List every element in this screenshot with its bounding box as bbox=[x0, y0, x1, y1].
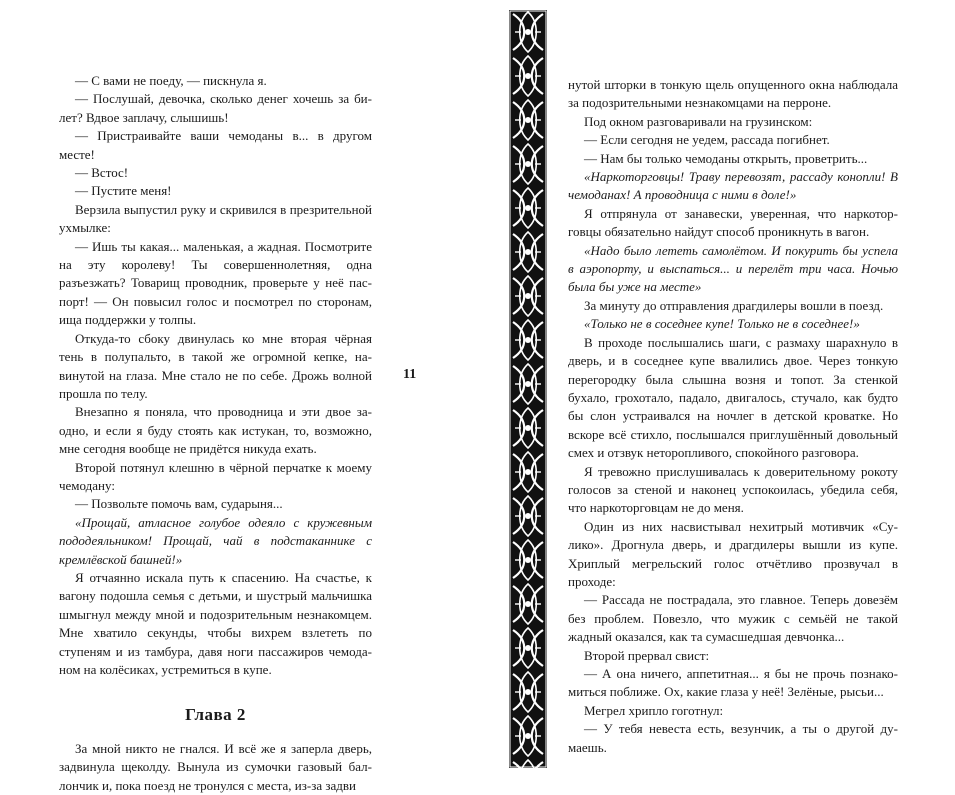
chapter-heading: Глава 2 bbox=[185, 705, 246, 725]
paragraph: Я отпрянула от занавески, уверенная, что наркоторговцы обязательно найдут способ проникнуть в вагон. bbox=[568, 205, 898, 240]
paragraph: В проходе послышались шаги, с размаху шарахнуло в дверь, и в соседнее купе ввалились двое. Через тонкую перегородку была слышна возня и топот. За стенкой бухало, грохотало, падало, двигалось, стучало, как будто бы слон устраивался на ночлег в детской кроватке. Но вскоре всё стихло, послышался приглушённый довольный смех и отзвук неторопливого, спокойного разговора. bbox=[568, 334, 898, 461]
paragraph: «Наркоторговцы! Траву перевозят, рассаду конопли! В чемоданах! А проводница с ними в доле!» bbox=[568, 169, 898, 203]
paragraph: — Позвольте помочь вам, сударыня... bbox=[75, 496, 283, 512]
paragraph: За мной никто не гнался. И всё же я заперла дверь, задвинула щеколду. Вынула из сумочки газовый баллончик и, пока поезд не тронулся с места, из-за задви bbox=[59, 740, 372, 793]
paragraph: Я тревожно прислушивалась к доверительному рокоту голосов за стеной и наконец успокоилась, убедила себя, что наркоторговцам не до меня. bbox=[568, 463, 898, 516]
paragraph: нутой шторки в тонкую щель опущенного окна наблюдала за подозрительными незнакомцами на перроне. bbox=[568, 77, 898, 111]
paragraph: Второй прервал свист: bbox=[584, 647, 710, 663]
paragraph: — Рассада не пострадала, это главное. Теперь довезём без проблем. Повезло, что мужик с семьёй не такой жадный оказался, как та сумасшедшая девчонка... bbox=[568, 592, 898, 645]
paragraph: — Ишь ты какая... маленькая, а жадная. Посмотрите на эту королеву! Ты совершеннолетняя, одна разъезжать? Товарищ проводник, проверьте у неё паспорт! — Он повысил голос и посмотрел по сторонам, ища поддержки у толпы. bbox=[59, 238, 372, 328]
paragraph: «Прощай, атласное голубое одеяло с кружевным пододеяльником! Прощай, чай в подстаканнике с кремлёвской башней!» bbox=[59, 514, 372, 567]
paragraph: — С вами не поеду, — пискнула я. bbox=[75, 73, 267, 88]
paragraph: Верзила выпустил руку и скривился в презрительной ухмылке: bbox=[59, 201, 372, 236]
paragraph: — Пустите меня! bbox=[75, 183, 172, 199]
paragraph: — А она ничего, аппетитная... я бы не прочь познакомиться поближе. Ох, какие глаза у неё! Зелёные, рысьи... bbox=[568, 666, 898, 700]
paragraph: — Встос! bbox=[75, 165, 129, 181]
paragraph: — Послушай, девочка, сколько денег хочешь за билет? Вдвое заплачу, слышишь! bbox=[59, 91, 372, 125]
paragraph: Второй потянул клешню в чёрной перчатке к моему чемодану: bbox=[59, 459, 372, 493]
paragraph: — Нам бы только чемоданы открыть, проветрить... bbox=[584, 150, 868, 166]
page-number: 11 bbox=[403, 367, 417, 382]
paragraph: — Если сегодня не уедем, рассада погибнет. bbox=[584, 132, 830, 148]
paragraph: За минуту до отправления драгдилеры вошли в поезд. bbox=[584, 297, 884, 313]
paragraph: «Надо было лететь самолётом. И покурить бы успела в аэропорту, и выспаться... и перелёт три часа. Ночью была бы уже на месте» bbox=[568, 242, 898, 295]
left-text-column bbox=[59, 72, 372, 795]
paragraph: Откуда-то сбоку двинулась ко мне вторая чёрная тень в полупальто, в такой же огромной кепке, навинутой на глаза. Мне стало не по себе. Дрожь волной прошла по телу. bbox=[59, 330, 372, 401]
paragraph: — Пристраивайте ваши чемоданы в... в другом месте! bbox=[59, 128, 372, 162]
paragraph: — У тебя невеста есть, везунчик, а ты о другой думаешь. bbox=[568, 721, 898, 755]
paragraph: Под окном разговаривали на грузинском: bbox=[584, 113, 813, 129]
celtic-knot-ornament-icon bbox=[509, 10, 547, 768]
paragraph: Я отчаянно искала путь к спасению. На счастье, к вагону подошла семья с детьми, и шустрый мальчишка шмыгнул между мной и подозрительным незнакомцем. Мне хватило секунды, чтобы вихрем взлететь по ступеням и из тамбура, давя ноги пассажиров чемоданом на колёсиках, устремиться в купе. bbox=[59, 569, 372, 677]
paragraph: Внезапно я поняла, что проводница и эти двое заодно, и если я буду стоять как истукан, то, возможно, мне сегодня вообще не придётся никуда ехать. bbox=[59, 404, 372, 457]
right-text-column bbox=[568, 76, 898, 757]
paragraph: Мегрел хрипло гоготнул: bbox=[584, 702, 724, 718]
paragraph: «Только не в соседнее купе! Только не в соседнее!» bbox=[584, 316, 860, 332]
paragraph: Один из них насвистывал нехитрый мотивчик «Сулико». Дрогнула дверь, и драгдилеры вышли из купе. Хриплый мегрельский голос отчётливо прозвучал в проходе: bbox=[568, 518, 898, 589]
